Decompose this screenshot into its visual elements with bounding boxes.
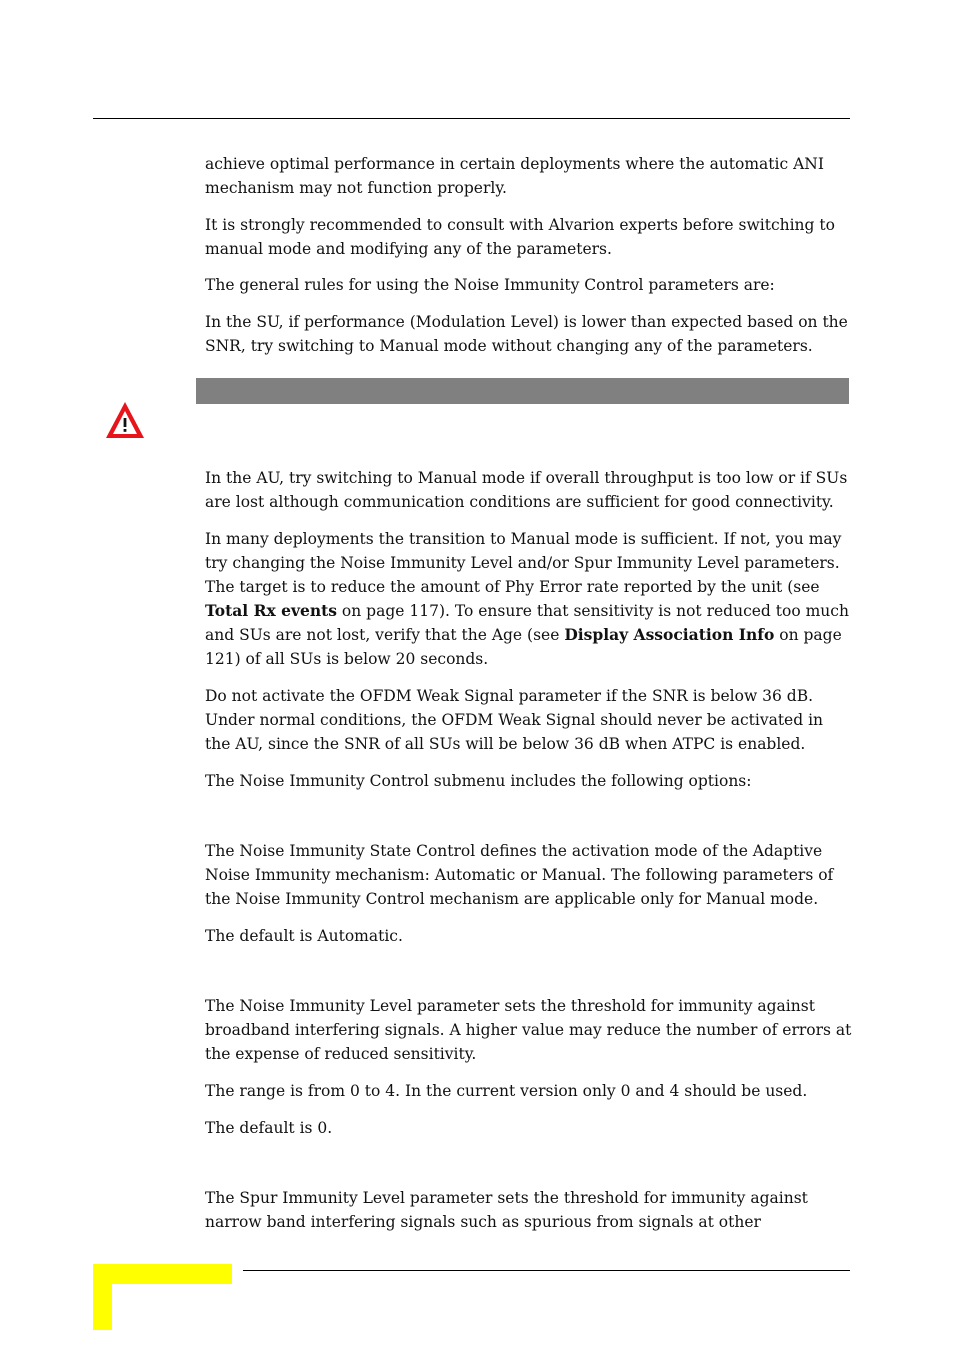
paragraph: The Noise Immunity Level parameter sets the threshold for immunity against broadband interfering signals. A higher value may reduce the number of errors at the expense of reduced sensitivity. bbox=[205, 997, 852, 1063]
paragraph: The general rules for using the Noise Immunity Control parameters are: bbox=[205, 276, 775, 294]
paragraph: Do not activate the OFDM Weak Signal parameter if the SNR is below 36 dB. Under normal conditions, the OFDM Weak Signal should never be activated in the AU, since the SNR of all SUs will be below 36 dB when ATPC is enabled. bbox=[205, 687, 824, 753]
paragraph: achieve optimal performance in certain deployments where the automatic ANI mechanism may not function properly. bbox=[205, 155, 824, 197]
paragraph: In many deployments the transition to Manual mode is sufficient. If not, you may try changing the Noise Immunity Level and/or Spur Immunity Level parameters. The target is to reduce the amount of Phy Error rate reported by the unit (see Total Rx events on page 117). To ensure that sensitivity is not reduced too much and SUs are not lost, verify that the Age (see Display Association Info on page 121) of all SUs is below 20 seconds. bbox=[205, 530, 849, 668]
note-bar bbox=[196, 378, 849, 404]
paragraph: The default is Automatic. bbox=[205, 927, 403, 945]
paragraph: It is strongly recommended to consult with Alvarion experts before switching to manual mode and modifying any of the parameters. bbox=[205, 216, 835, 258]
paragraph: The Noise Immunity Control submenu includes the following options: bbox=[205, 772, 752, 790]
warning-triangle-icon bbox=[104, 400, 146, 440]
paragraph: The default is 0. bbox=[205, 1119, 333, 1137]
header-rule bbox=[93, 118, 850, 119]
footer-corner-accent-vertical bbox=[93, 1264, 112, 1330]
paragraph: The Noise Immunity State Control defines the activation mode of the Adaptive Noise Immunity mechanism: Automatic or Manual. The following parameters of the Noise Immunity Control mechanism are applicable only for Manual mode. bbox=[205, 842, 834, 908]
paragraph: The range is from 0 to 4. In the current version only 0 and 4 should be used. bbox=[205, 1082, 808, 1100]
footer-rule bbox=[243, 1270, 850, 1271]
reference-total-rx-events: Total Rx events bbox=[205, 601, 337, 620]
paragraph: In the AU, try switching to Manual mode if overall throughput is too low or if SUs are lost although communication conditions are sufficient for good connectivity. bbox=[205, 469, 848, 511]
paragraph: In the SU, if performance (Modulation Level) is lower than expected based on the SNR, try switching to Manual mode without changing any of the parameters. bbox=[205, 313, 848, 355]
footer-corner-accent bbox=[93, 1264, 232, 1284]
paragraph: The Spur Immunity Level parameter sets the threshold for immunity against narrow band interfering signals such as spurious from signals at other bbox=[205, 1189, 808, 1231]
reference-display-association-info: Display Association Info bbox=[564, 625, 775, 644]
